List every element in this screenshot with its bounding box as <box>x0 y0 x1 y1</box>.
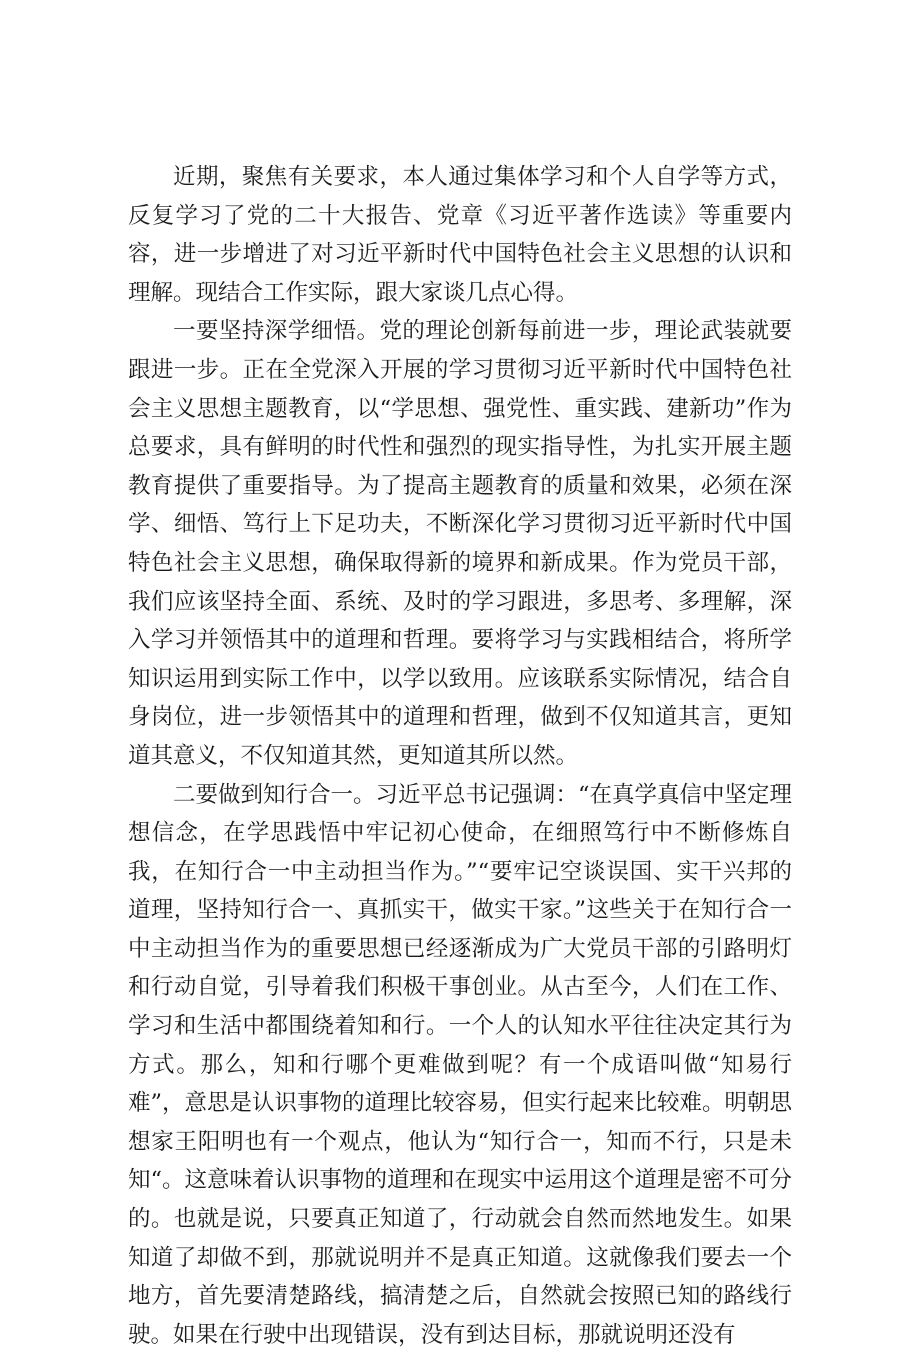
document-body <box>128 158 792 1354</box>
paragraph-point-two: 二要做到知行合一。习近平总书记强调：“在真学真信中坚定理想信念，在学思践悟中牢记初心使命，在细照笃行中不断修炼自我，在知行合一中主动担当作为。”“要牢记空谈误国、实干兴邦的道理，坚持知行合一、真抓实干，做实干家。”这些关于在知行合一中主动担当作为的重要思想已经逐渐成为广大党员干部的引路明灯和行动自觉，引导着我们积极干事创业。从古至今，人们在工作、学习和生活中都围绕着知和行。一个人的认知水平往往决定其行为方式。那么，知和行哪个更难做到呢？有一个成语叫做“知易行难”，意思是认识事物的道理比较容易，但实行起来比较难。明朝思想家王阳明也有一个观点，他认为“知行合一，知而不行，只是未知“。这意味着认识事物的道理和在现实中运用这个道理是密不可分的。也就是说，只要真正知道了，行动就会自然而然地发生。如果知道了却做不到，那就说明并不是真正知道。这就像我们要去一个地方，首先要清楚路线，搞清楚之后，自然就会按照已知的路线行驶。如果在行驶中出现错误，没有到达目标，那就说明还没有 <box>128 776 792 1354</box>
paragraph-point-one: 一要坚持深学细悟。党的理论创新每前进一步，理论武装就要跟进一步。正在全党深入开展的学习贯彻习近平新时代中国特色社会主义思想主题教育，以“学思想、强党性、重实践、建新功”作为总要求，具有鲜明的时代性和强烈的现实指导性，为扎实开展主题教育提供了重要指导。为了提高主题教育的质量和效果，必须在深学、细悟、笃行上下足功夫，不断深化学习贯彻习近平新时代中国特色社会主义思想，确保取得新的境界和新成果。作为党员干部，我们应该坚持全面、系统、及时的学习跟进，多思考、多理解，深入学习并领悟其中的道理和哲理。要将学习与实践相结合，将所学知识运用到实际工作中，以学以致用。应该联系实际情况，结合自身岗位，进一步领悟其中的道理和哲理，做到不仅知道其言，更知道其意义，不仅知道其然，更知道其所以然。 <box>128 312 792 775</box>
paragraph-intro: 近期，聚焦有关要求，本人通过集体学习和个人自学等方式，反复学习了党的二十大报告、党章《习近平著作选读》等重要内容，进一步增进了对习近平新时代中国特色社会主义思想的认识和理解。现结合工作实际，跟大家谈几点心得。 <box>128 158 792 312</box>
